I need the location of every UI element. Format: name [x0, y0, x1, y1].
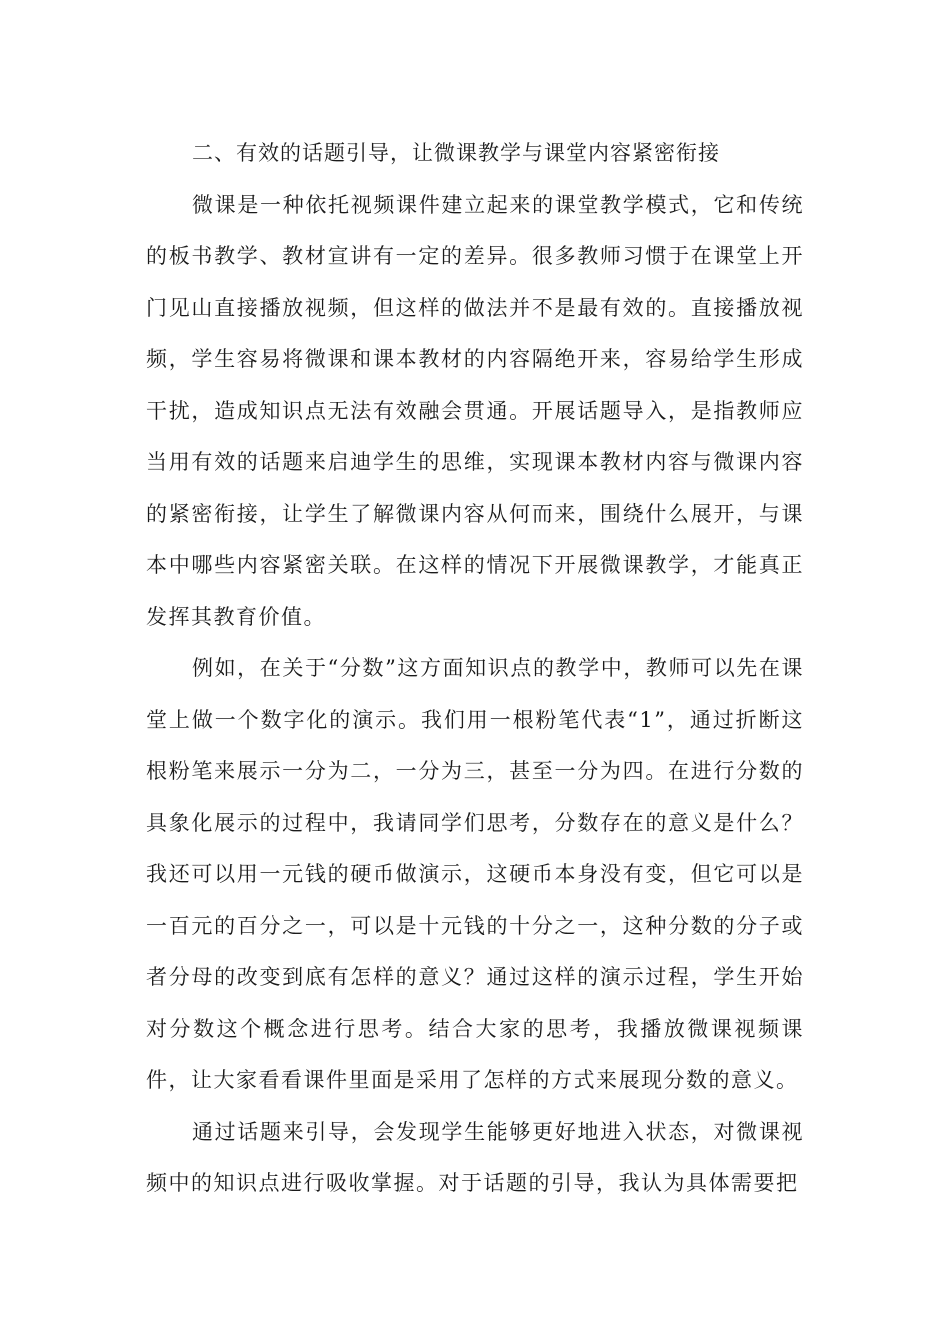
paragraph-1: 微课是一种依托视频课件建立起来的课堂教学模式，它和传统的板书教学、教材宣讲有一定的差异。很多教师习惯于在课堂上开门见山直接播放视频，但这样的做法并不是最有效的。直接播放视频，学生容易将微课和课本教材的内容隔绝开来，容易给学生形成干扰，造成知识点无法有效融会贯通。开展话题导入，是指教师应当用有效的话题来启迪学生的思维，实现课本教材内容与微课内容的紧密衔接，让学生了解微课内容从何而来，围绕什么展开，与课本中哪些内容紧密关联。在这样的情况下开展微课教学，才能真正发挥其教育价值。 — [146, 192, 804, 629]
text-column — [146, 128, 804, 1210]
section-heading: 二、有效的话题引导，让微课教学与课堂内容紧密衔接 — [192, 141, 720, 165]
paragraph-2: 例如，在关于“分数”这方面知识点的教学中，教师可以先在课堂上做一个数字化的演示。我们用一根粉笔代表“1”，通过折断这根粉笔来展示一分为二，一分为三，甚至一分为四。在进行分数的具象化展示的过程中，我请同学们思考，分数存在的意义是什么？我还可以用一元钱的硬币做演示，这硬币本身没有变，但它可以是一百元的百分之一，可以是十元钱的十分之一，这种分数的分子或者分母的改变到底有怎样的意义？通过这样的演示过程，学生开始对分数这个概念进行思考。结合大家的思考，我播放微课视频课件，让大家看看课件里面是采用了怎样的方式来展现分数的意义。 — [146, 656, 804, 1092]
paragraph-3: 通过话题来引导，会发现学生能够更好地进入状态，对微课视频中的知识点进行吸收掌握。对于话题的引导，我认为具体需要把 — [146, 1119, 804, 1195]
